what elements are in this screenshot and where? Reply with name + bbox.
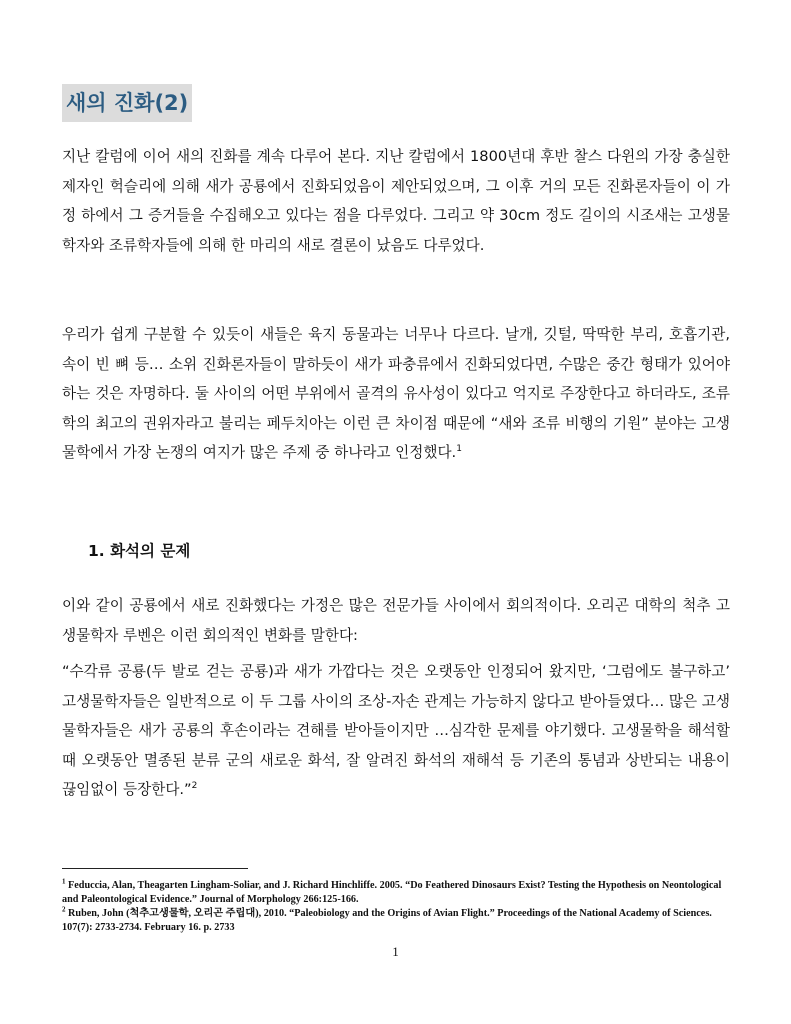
paragraph-differences-text: 우리가 쉽게 구분할 수 있듯이 새들은 육지 동물과는 너무나 다르다. 날개, 깃털, 딱딱한 부리, 호흡기관, 속이 빈 뼈 등… 소위 진화론자들이 말하듯이 새가 파충류에서 진화되었다면, 수많은 중간 형태가 있어야 하는 것은 자명하다. 둘 사이의 어떤 부위에서 골격의 유사성이 있다고 억지로 주장한다고 하더라도, 조류학의 최고의 권위자라고 불리는 페두치아는 이런 큰 차이점 때문에 “새와 조류 비행의 기원” 분야는 고생물학에서 가장 논쟁의 여지가 많은 주제 중 하나라고 인정했다. <box>62 326 730 461</box>
paragraph-skepticism <box>62 591 730 650</box>
paragraph-intro <box>62 142 730 260</box>
footnote-2 <box>62 907 730 934</box>
footnote-2-text: Ruben, John (척추고생물학, 오리곤 주립대), 2010. “Paleobiology and the Origins of Avian Flight.” Proceedings of the National Academy of Sciences. 107(7): 2733-2734. February 16. p. 2733 <box>62 908 712 933</box>
page-number: 1 <box>392 944 399 959</box>
section-heading-fossil-problem: 1. 화석의 문제 <box>88 542 191 560</box>
footnote-ref-1[interactable]: 1 <box>456 444 462 455</box>
page-title: 새의 진화(2) <box>62 84 192 122</box>
footnote-separator <box>62 868 248 869</box>
footnote-1-text: Feduccia, Alan, Theagarten Lingham-Soliar, and J. Richard Hinchliffe. 2005. “Do Feathered Dinosaurs Exist? Testing the Hypothesis on Neontological and Paleontological Evidence.” Journal of Morphology 266:125-166. <box>62 880 722 905</box>
paragraph-differences <box>62 320 730 468</box>
footnote-1 <box>62 879 730 906</box>
paragraph-intro-text: 지난 칼럼에 이어 새의 진화를 계속 다루어 본다. 지난 칼럼에서 1800년대 후반 찰스 다윈의 가장 충실한 제자인 헉슬리에 의해 새가 공룡에서 진화되었음이 제안되었으며, 그 이후 거의 모든 진화론자들이 이 가정 하에서 그 증거들을 수집해오고 있다는 점을 다루었다. 그리고 약 30cm 정도 길이의 시조새는 고생물학자와 조류학자들에 의해 한 마리의 새로 결론이 났음도 다루었다. <box>62 148 730 254</box>
footnote-2-number: 2 <box>62 905 66 914</box>
footnote-ref-2[interactable]: 2 <box>191 781 198 792</box>
paragraph-quote-text: “수각류 공룡(두 발로 걷는 공룡)과 새가 가깝다는 것은 오랫동안 인정되어 왔지만, ‘그럼에도 불구하고’ 고생물학자들은 일반적으로 이 두 그룹 사이의 조상-자손 관계는 가능하지 않다고 받아들였다… 많은 고생물학자들은 새가 공룡의 후손이라는 견해를 받아들이지만 …심각한 문제를 야기했다. 고생물학을 해석할 때 오랫동안 멸종된 분류 군의 새로운 화석, 잘 알려진 화석의 재해석 등 기존의 통념과 상반되는 내용이 끊임없이 등장한다.” <box>62 663 730 798</box>
paragraph-skepticism-text: 이와 같이 공룡에서 새로 진화했다는 가정은 많은 전문가들 사이에서 회의적이다. 오리곤 대학의 척추 고생물학자 루벤은 이런 회의적인 변화를 말한다: <box>62 597 730 644</box>
footnote-1-number: 1 <box>62 877 66 886</box>
paragraph-quote <box>62 657 730 805</box>
